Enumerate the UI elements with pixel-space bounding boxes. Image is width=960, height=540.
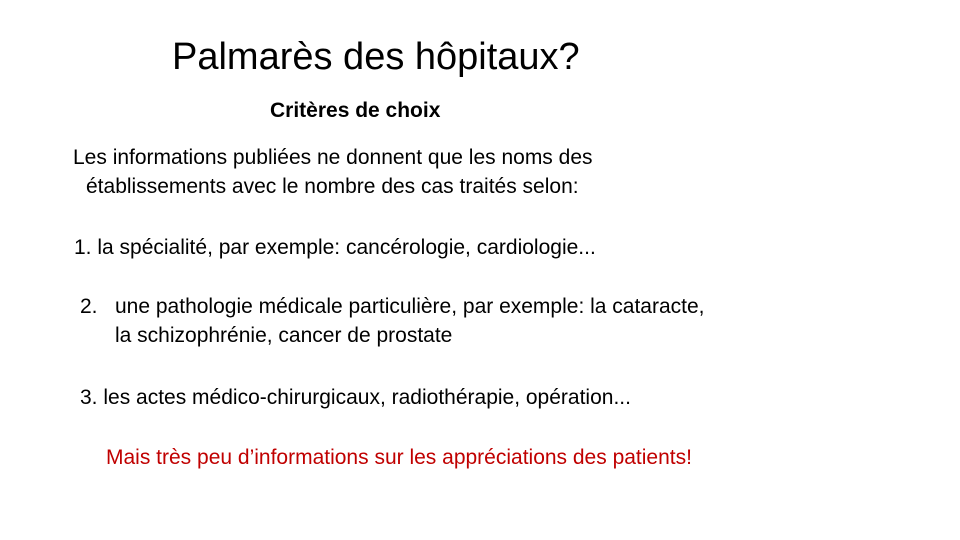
intro-paragraph — [73, 143, 593, 201]
intro-line-2: établissements avec le nombre des cas traités selon: — [86, 175, 579, 198]
slide-subtitle: Critères de choix — [270, 99, 441, 122]
list-item-pathology — [80, 292, 705, 350]
conclusion-text: Mais très peu d’informations sur les appréciations des patients! — [106, 446, 692, 469]
slide-title: Palmarès des hôpitaux? — [172, 36, 580, 78]
list-item-number: 2. — [80, 295, 98, 318]
list-item-line-1: une pathologie médicale particulière, par exemple: la cataracte, — [115, 295, 705, 318]
list-item-procedures: 3. les actes médico-chirurgicaux, radiothérapie, opération... — [80, 386, 631, 409]
list-item-line-2: la schizophrénie, cancer de prostate — [115, 324, 453, 347]
list-item-specialty: 1. la spécialité, par exemple: cancérologie, cardiologie... — [74, 236, 596, 259]
intro-line-1: Les informations publiées ne donnent que les noms des — [73, 146, 593, 169]
